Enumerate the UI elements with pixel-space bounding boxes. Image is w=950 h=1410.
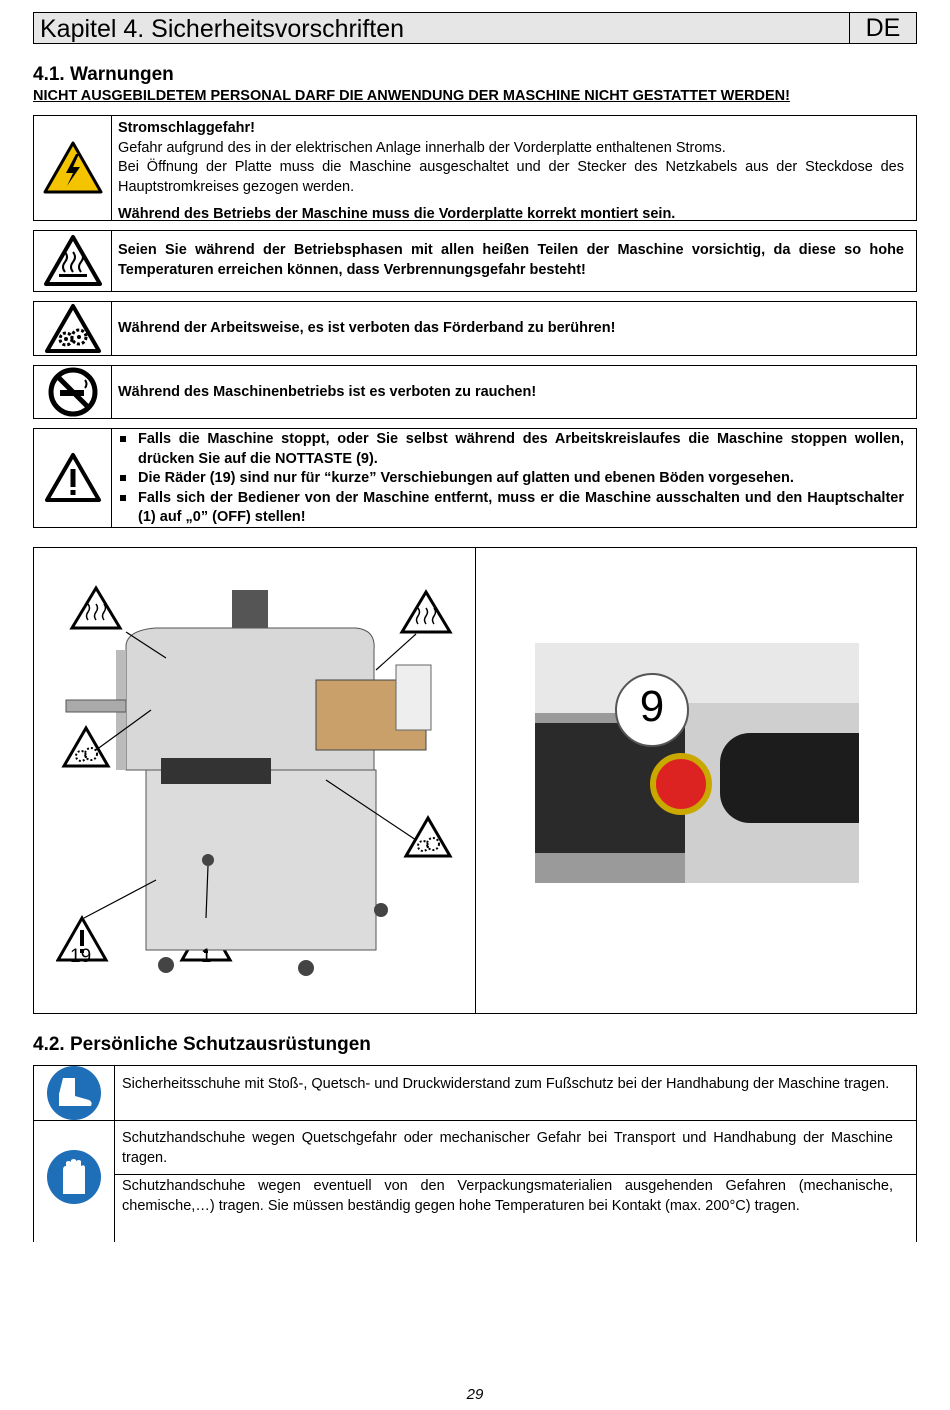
language-code: DE [849, 13, 916, 43]
wheels-label: 19 [70, 946, 92, 967]
ppe-icon-cell [34, 1066, 115, 1120]
warning-icon-cell [34, 116, 112, 220]
hot-surface-warning-icon [43, 234, 103, 288]
warning-gears [33, 301, 917, 356]
hot-surface-warning-icon [72, 588, 120, 628]
operator-hand [720, 733, 859, 823]
motor [232, 590, 268, 630]
no-smoking-warning-text: Während des Maschinenbetriebs ist es verboten zu rauchen! [118, 384, 537, 400]
ppe-text-gloves-transport: Schutzhandschuhe wegen Quetschgefahr oder mechanischer Gefahr bei Transport und Handhabung der Maschine tragen. [122, 1130, 893, 1166]
row-divider [114, 1174, 916, 1175]
main-switch [202, 854, 214, 866]
warning-icon-cell [34, 366, 112, 418]
control-panel [161, 758, 271, 784]
no-smoking-icon [47, 366, 99, 418]
ppe-row-gloves [33, 1120, 917, 1242]
hot-surface-warning-icon [402, 592, 450, 632]
list-item: Die Räder (19) sind nur für “kurze” Verschiebungen auf glatten und ebenen Böden vorgesehen. [118, 469, 904, 489]
warning-no-smoking [33, 365, 917, 419]
ppe-icon-cell [34, 1120, 115, 1242]
gears-warning-icon [64, 728, 108, 766]
warning-hot-surface [33, 230, 917, 292]
list-item: Falls sich der Bediener von der Maschine entfernt, muss er die Maschine ausschalten und den Hauptschalter (1) auf „0” (OFF) stellen! [118, 489, 904, 528]
electric-shock-warning-icon [42, 140, 104, 196]
gears-warning-text: Während der Arbeitsweise, es ist verboten das Förderband zu berühren! [118, 320, 616, 336]
figure-divider [475, 548, 476, 1013]
general-warning-icon [44, 452, 102, 504]
electric-warning-bold: Während des Betriebs der Maschine muss die Vorderplatte korrekt montiert sein. [118, 206, 676, 222]
warning-general [33, 428, 917, 528]
figure-panel [33, 547, 917, 1014]
safety-gloves-icon [45, 1148, 103, 1206]
section-heading-warnings: 4.1. Warnungen [33, 64, 174, 85]
ppe-row-shoes [33, 1065, 917, 1121]
ppe-text-shoes: Sicherheitsschuhe mit Stoß-, Quetsch- und Druckwiderstand zum Fußschutz bei der Handhabung der Maschine tragen. [122, 1076, 890, 1092]
electric-warning-title: Stromschlaggefahr! [118, 120, 255, 136]
warning-icon-cell [34, 302, 112, 355]
ppe-text-gloves-packaging: Schutzhandschuhe wegen eventuell von den Verpackungsmaterialien ausgehenden Gefahren (mechanische, chemische,…) tragen. Sie müssen beständig gegen hohe Temperaturen bei Kontakt (max. 200°C) tragen. [122, 1178, 893, 1214]
page-number: 29 [466, 1386, 484, 1403]
gears-warning-icon [406, 818, 450, 856]
warning-electric [33, 115, 917, 221]
safety-shoes-icon [45, 1064, 103, 1122]
warning-icon-cell [34, 231, 112, 291]
untrained-personnel-notice: NICHT AUSGEBILDETEM PERSONAL DARF DIE ANWENDUNG DER MASCHINE NICHT GESTATTET WERDEN! [33, 88, 790, 104]
warning-icon-cell [34, 429, 112, 527]
machine-illustration [56, 570, 456, 1000]
electric-warning-line2: Bei Öffnung der Platte muss die Maschine ausgeschaltet und der Stecker des Netzkabels aus der Steckdose des Hauptstromkreises gezogen werden. [118, 159, 904, 195]
callout-circle [615, 673, 689, 747]
emergency-button-label: 9 [639, 682, 665, 731]
main-switch-label: 1 [201, 946, 212, 967]
emergency-button-photo [535, 643, 859, 883]
electric-warning-line1: Gefahr aufgrund des in der elektrischen Anlage innerhalb der Vorderplatte enthaltenen Stroms. [118, 139, 726, 156]
general-warning-list [118, 430, 904, 528]
hot-surface-warning-text: Seien Sie während der Betriebsphasen mit allen heißen Teilen der Maschine vorsichtig, da diese so hohe Temperaturen erreichen können, dass Verbrennungsgefahr besteht! [118, 242, 904, 278]
section-heading-ppe: 4.2. Persönliche Schutzausrüstungen [33, 1034, 371, 1055]
gears-warning-icon [44, 303, 102, 355]
emergency-stop-button [650, 753, 712, 815]
chapter-header [33, 12, 917, 44]
conveyor [66, 700, 126, 712]
chapter-title: Kapitel 4. Sicherheitsvorschriften [40, 15, 405, 43]
list-item: Falls die Maschine stoppt, oder Sie selbst während des Arbeitskreislaufes die Maschine stoppen wollen, drücken Sie auf die NOTTASTE (9). [118, 430, 904, 469]
